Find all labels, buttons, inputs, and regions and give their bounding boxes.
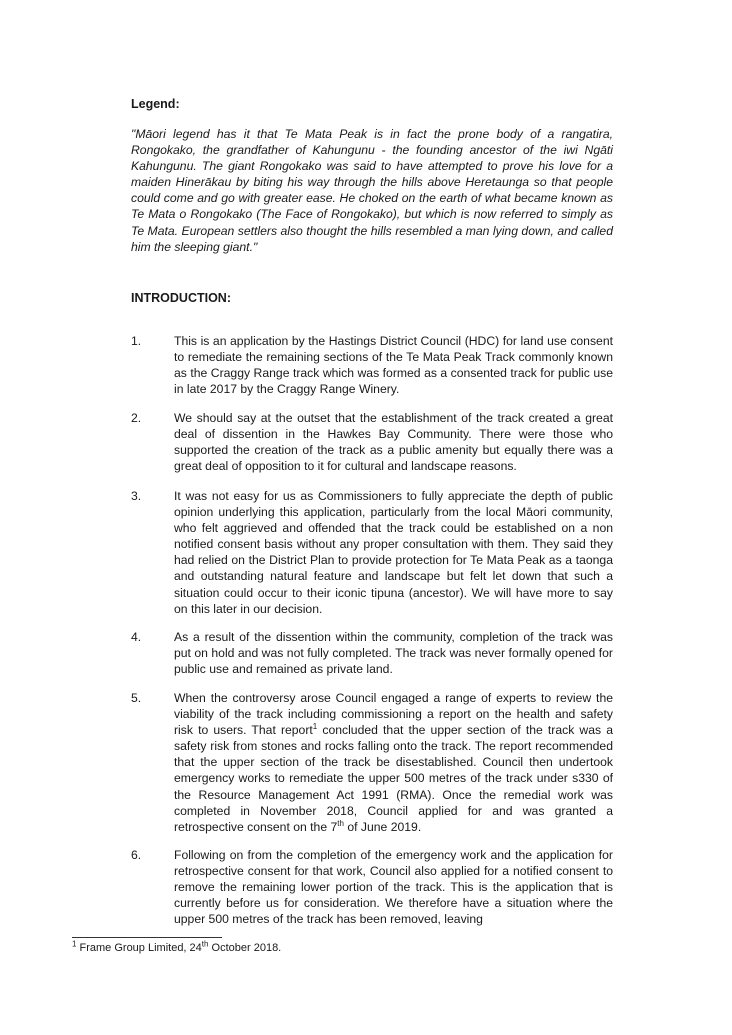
ordinal-suffix: th [201,939,209,949]
legend-heading: Legend: [131,97,180,111]
ordinal-suffix: th [337,818,344,828]
paragraph-5 [131,690,613,835]
paragraph-text: This is an application by the Hastings District Council (HDC) for land use consent to remediate the remaining sections of the Te Mata Peak Track commonly known as the Craggy Range track which was formed as a consented track for public use in late 2017 by the Craggy Range Winery. [174,334,613,397]
paragraph-text-part: of June 2019. [343,819,422,834]
paragraph-2 [131,410,613,474]
paragraph-6 [131,847,613,927]
legend-quote: "Māori legend has it that Te Mata Peak is in fact the prone body of a rangatira, Rongokako, the grandfather of Kahungunu - the founding ancestor of the iwi Ngāti Kahungunu. The giant Rongokako was said to have attempted to prove his love for a maiden Hinerākau by biting his way through the hills above Heretaunga so that people could come and go with greater ease. He choked on the earth of what became known as Te Mata o Rongokako (The Face of Rongokako), but which is now referred to simply as Te Mata. European settlers also thought the hills resembled a man lying down, and called him the sleeping giant." [131,127,613,254]
footnote-number: 1 [72,939,77,949]
paragraph-1 [131,333,613,397]
paragraph-text-part: When the controversy arose Council engaged a range of experts to review the viability of the track including commissioning a report on the health and safety risk to users. That report [174,691,613,738]
paragraph-text: As a result of the dissention within the community, completion of the track was put on hold and was not fully completed. The track was never formally opened for public use and remained as private land. [174,630,613,677]
paragraph-3 [131,488,613,617]
introduction-heading: INTRODUCTION: [131,291,231,305]
footnote-text-part: Frame Group Limited, 24 [76,942,202,954]
footnote-text-part: October 2018. [208,942,282,954]
paragraph-text-part: concluded that the upper section of the track was a safety risk from stones and rocks falling onto the track. The report recommended that the upper section of the track be disestablished. Council then undertook emergency works to remediate the upper 500 metres of the track under s330 of the Resource Management Act 1991 (RMA). Once the remedial work was completed in November 2018, Council applied for and was granted a retrospective consent on the 7 [174,723,613,834]
paragraph-number: 4. [131,630,142,644]
paragraph-text: Following on from the completion of the emergency work and the application for retrospective consent for that work, Council also applied for a notified consent to remove the remaining lower portion of the track. This is the application that is currently before us for consideration. We therefore have a situation where the upper 500 metres of the track has been removed, leaving [174,848,613,927]
footnote [72,939,282,954]
footnote-divider [72,937,222,938]
paragraph-text: We should say at the outset that the establishment of the track created a great deal of dissention in the Hawkes Bay Community. There were those who supported the creation of the track as a public amenity but equally there was a great deal of opposition to it for cultural and landscape reasons. [174,411,613,474]
paragraph-number: 1. [131,334,142,348]
paragraph-text: It was not easy for us as Commissioners to fully appreciate the depth of public opinion underlying this application, particularly from the local Māori community, who felt aggrieved and offended that the track could be established on a non notified consent basis without any proper consultation with them. They said they had relied on the District Plan to provide protection for Te Mata Peak as a taonga and outstanding natural feature and landscape but felt let down that such a situation could occur to their iconic tipuna (ancestor). We will have more to say on this later in our decision. [174,489,613,616]
paragraph-number: 5. [131,691,142,705]
paragraph-number: 3. [131,489,142,503]
paragraph-number: 6. [131,848,142,862]
paragraph-text [174,690,613,835]
paragraph-4 [131,629,613,677]
footnote-reference[interactable]: 1 [312,722,318,732]
paragraph-number: 2. [131,411,142,425]
